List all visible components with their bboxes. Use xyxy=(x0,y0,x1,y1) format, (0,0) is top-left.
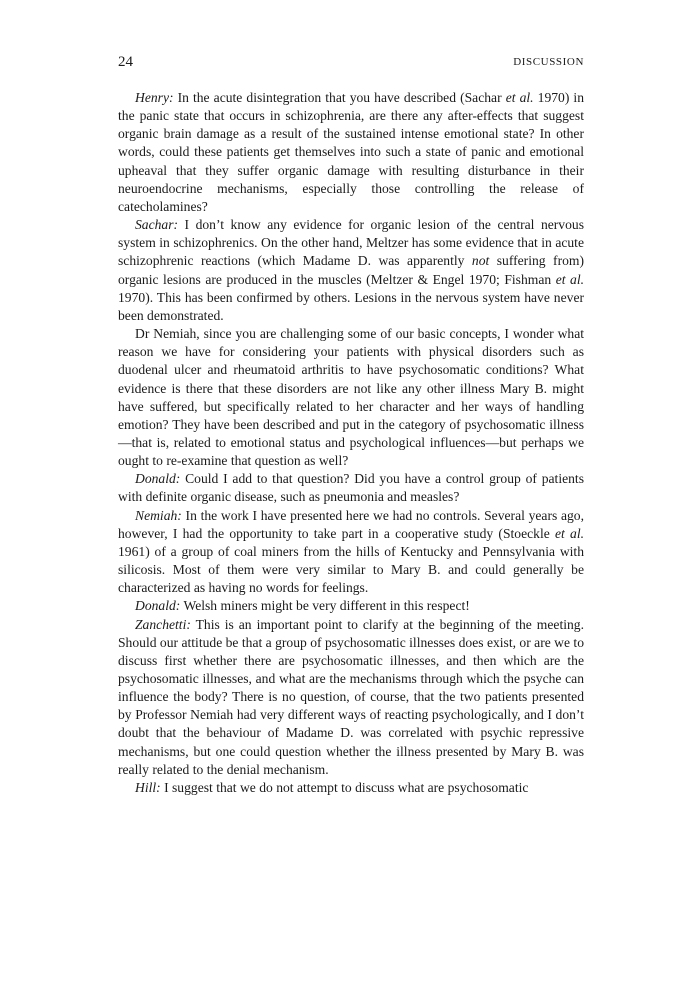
text-segment: Could I add to that question? Did you have a control group of patients with definite organic disease, such as pneumonia and measles? xyxy=(118,471,584,505)
paragraph-hill xyxy=(118,779,584,797)
citation-italic: et al. xyxy=(505,90,534,105)
speaker-name: Sachar: xyxy=(135,217,179,233)
paragraph-sachar-continued xyxy=(118,325,584,470)
paragraph-donald-2 xyxy=(118,597,584,615)
paragraph-nemiah xyxy=(118,507,584,598)
text-segment: Dr Nemiah, since you are challenging some of our basic concepts, I wonder what reason we have for considering your patients with physical disorders such as duodenal ulcer and rheumatoid arthritis to have psychosomatic conditions? What evidence is there that these disorders are not like any other illness Mary B. might have suffered, but specifically related to her character and her ways of handling emotion? They have been described and put in the category of psychosomatic illness—that is, related to emotional status and psychological influences—but perhaps we ought to re-examine that question as well? xyxy=(118,326,584,469)
speaker-name: Donald: xyxy=(135,471,181,487)
speaker-name: Donald: xyxy=(135,598,181,614)
text-segment: 1970). This has been confirmed by others. Lesions in the nervous system have never been demonstrated. xyxy=(118,289,584,323)
speaker-name: Nemiah: xyxy=(135,507,182,523)
page-number: 24 xyxy=(118,54,133,70)
paragraph-henry xyxy=(118,89,584,216)
speaker-name: Henry: xyxy=(135,90,174,105)
speaker-name: Hill: xyxy=(135,779,161,795)
paragraph-zanchetti xyxy=(118,616,584,779)
text-segment: Welsh miners might be very different in this respect! xyxy=(180,598,470,614)
text-segment: suffering from) organic lesions are produced in the muscles (Meltzer & Engel 1970; Fishman xyxy=(118,253,585,287)
text-segment: I suggest that we do not attempt to discuss what are psychosomatic xyxy=(160,779,529,795)
text-segment: This is an important point to clarify at the beginning of the meeting. Should our attitude be that a group of psychosomatic illnesses does exist, or are we to discuss first whether there are psychosomatic illnesses, and then which are the psychosomatic illnesses, and what are the mechanisms through which the psyche can influence the body? There is no question, of course, that the two patients presented by Professor Nemiah had very different ways of reacting psychologically, and I don’t doubt that the behaviour of Madame D. was correlated with psychic repressive mechanisms, but one could question whether the illness presented by Mary B. was really related to the denial mechanism. xyxy=(118,616,584,777)
running-head: DISCUSSION xyxy=(513,56,584,68)
text-segment: 1970) in the panic state that occurs in schizophrenia, are there any after-effects that suggest organic brain damage as a result of the sustained intense emotional state? In other words, could these patients get themselves into such a state of panic and emotional upheaval that they suffer organic damage with resulting disturbance in their neuroendocrine mechanisms, especially those controlling the release of catecholamines? xyxy=(118,90,585,214)
text-segment: 1961) of a group of coal miners from the hills of Kentucky and Pennsylvania with silicosis. Most of them were very similar to Mary B. and could generally be characterized as having no words for feelings. xyxy=(118,543,584,596)
page-header xyxy=(118,54,584,74)
citation-italic: et al. xyxy=(554,525,584,541)
text-segment: In the acute disintegration that you have described (Sachar xyxy=(173,90,506,105)
text-segment: I don’t know any evidence for organic lesion of the central nervous system in schizophrenics. On the other hand, Meltzer has some evidence that in acute schizophrenic reactions (which Madame D. was apparently xyxy=(118,217,584,269)
paragraph-donald xyxy=(118,470,584,506)
body-text xyxy=(118,89,584,797)
citation-italic: et al. xyxy=(555,271,585,287)
text-segment: In the work I have presented here we had no controls. Several years ago, however, I had the opportunity to take part in a cooperative study (Stoeckle xyxy=(118,507,584,541)
speaker-name: Zanchetti: xyxy=(135,616,191,632)
paragraph-sachar xyxy=(118,216,584,325)
emphasis-italic: not xyxy=(471,253,490,269)
